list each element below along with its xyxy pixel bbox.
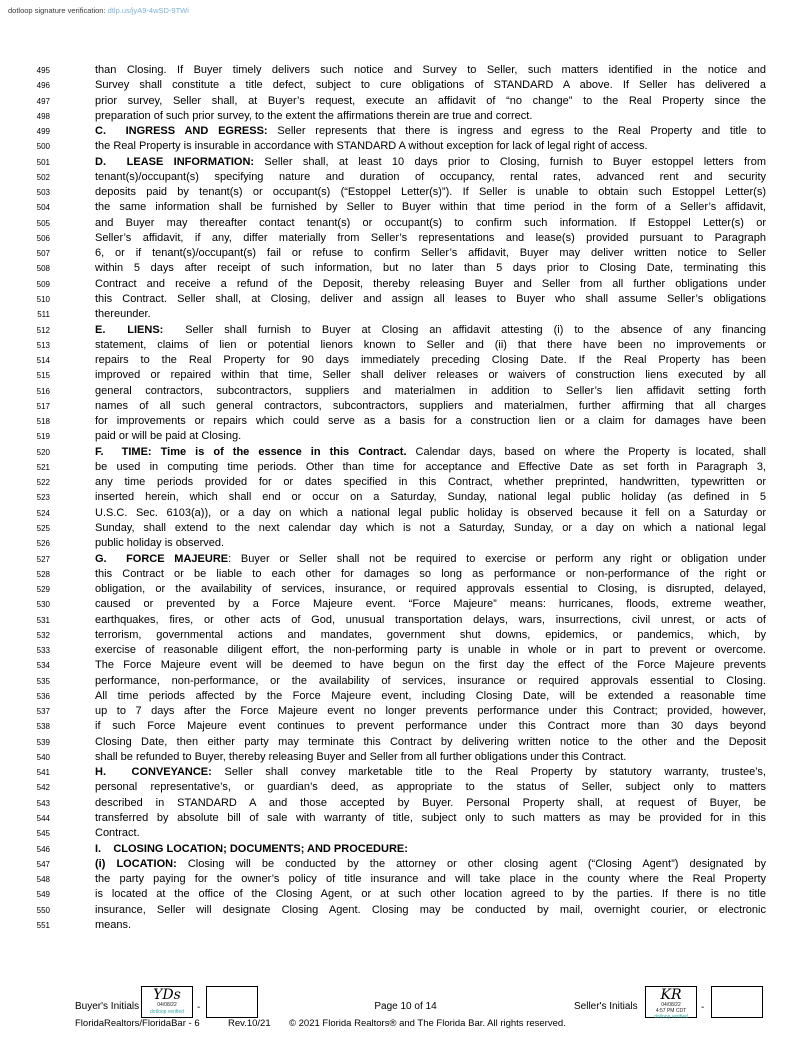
line-number: 502 [36,172,50,182]
document-line [0,216,811,231]
line-text: prior survey, Seller shall, at Buyer’s request, execute an affidavit of “no change” to the Real Property since the [95,94,766,107]
line-text: inserted herein, which shall end or occur on a Saturday, Sunday, national legal public holiday (as defined in 5 [95,491,766,504]
document-line [0,658,811,673]
line-number: 524 [36,508,50,518]
line-number: 540 [36,752,50,762]
line-number: 535 [36,676,50,686]
document-line [0,872,811,887]
document-line [0,368,811,383]
line-text: means. [95,918,132,931]
line-number: 525 [36,523,50,533]
line-number: 522 [36,478,50,488]
line-number: 530 [36,600,50,610]
line-number: 531 [36,615,50,625]
document-line [0,475,811,490]
line-number: 532 [36,630,50,640]
line-number: 546 [36,844,50,854]
line-text: is located at the office of the Closing Agent, or at such other location agreed to by the parties. If there is no title [95,888,766,901]
line-number: 509 [36,279,50,289]
line-number: 551 [36,920,50,930]
document-line [0,261,811,276]
line-text: this Contract or be liable to each other for damages so long as performance or non-performance of the right or [95,567,766,580]
line-number: 512 [36,325,50,335]
buyer-initials-date: 04/08/22 [157,1002,177,1008]
line-text: G. FORCE MAJEURE: Buyer or Seller shall not be required to exercise or perform any right or obligation under [95,552,766,565]
line-text: exercise of reasonable diligent effort, the non-performing party is unable in whole or in part to prevent or overcome. [95,644,766,657]
verification-label: dotloop signature verification: [8,6,106,15]
line-text: general contractors, subcontractors, suppliers and materialmen in addition to Seller’s lien affidavit setting forth [95,384,766,397]
document-line [0,323,811,338]
document-line [0,292,811,307]
line-number: 521 [36,462,50,472]
document-line [0,918,811,933]
line-text: Contract and receive a refund of the Deposit, thereby releasing Buyer and Seller from all further obligations under [95,277,766,290]
line-number: 510 [36,294,50,304]
line-number: 528 [36,569,50,579]
line-text: public holiday is observed. [95,537,225,550]
document-line [0,63,811,78]
document-line [0,94,811,109]
initials-separator: - [197,1002,201,1013]
document-line [0,185,811,200]
line-text: described in STANDARD A and those accepted by Buyer. Personal Property shall, at request of Buyer, be [95,796,766,809]
document-lines [0,63,811,933]
line-text: performance, non-performance, or the availability of services, insurance or required approvals essential to Closing. [95,674,766,687]
line-text: the same information shall be furnished by Seller to Buyer within that time period in the form of a Seller’s affidavit, [95,201,766,214]
document-line [0,139,811,154]
document-line [0,613,811,628]
line-text: up to 7 days after the Force Majeure event no longer prevents performance under this Contract; provided, however, [95,705,766,718]
document-line [0,842,811,857]
document-line [0,277,811,292]
copyright-notice: © 2021 Florida Realtors® and The Florida Bar. All rights reserved. [289,1018,566,1029]
line-number: 497 [36,96,50,106]
line-text: Closing Date, then either party may terminate this Contract by delivering written notice to the other and the Deposit [95,735,766,748]
verification-link[interactable]: dtlp.us/jyA9-4wSD-9TWi [107,6,189,15]
document-line [0,826,811,841]
buyers-initials-label: Buyer's Initials [75,1001,140,1012]
document-line [0,109,811,124]
line-number: 504 [36,203,50,213]
document-line [0,582,811,597]
line-number: 539 [36,737,50,747]
line-text: earthquakes, fires, or other acts of God, unusual transportation delays, wars, insurrections, civil unrest, or acts of [95,613,766,626]
line-text: All time periods affected by the Force Majeure event, including Closing Date, will be extended a reasonable time [95,689,766,702]
line-text: F. TIME: Time is of the essence in this Contract. Calendar days, based on where the Property is located, shall [95,445,766,458]
line-text: deposits paid by tenant(s) or occupant(s) (“Estoppel Letter(s)”). If Seller is unable to obtain such Estoppel Letter(s) [95,186,766,199]
form-revision: Rev.10/21 [228,1018,271,1029]
document-line [0,887,811,902]
seller-initials-date: 04/08/22 [661,1002,681,1008]
document-line [0,536,811,551]
line-text: thereunder. [95,308,151,321]
document-line [0,597,811,612]
document-line [0,567,811,582]
document-line [0,750,811,765]
line-text: The Force Majeure event will be deemed to have begun on the first day the effect of the Force Majeure prevents [95,659,766,672]
document-line [0,490,811,505]
document-line [0,307,811,322]
page-number: Page 10 of 14 [374,1001,437,1012]
dotloop-verification-header [8,6,189,15]
line-number: 533 [36,646,50,656]
seller-initials-value: KR [660,987,682,1003]
line-number: 507 [36,249,50,259]
line-text: Survey shall constitute a title defect, subject to cure obligations of STANDARD A above. If Seller has delivered a [95,79,766,92]
line-text: Sunday, shall extend to the next calendar day which is not a Saturday, Sunday, or a day on which a national legal [95,521,766,534]
line-number: 514 [36,356,50,366]
seller-initials-time: 4:57 PM CDT [655,1007,687,1014]
document-line [0,796,811,811]
line-number: 511 [37,310,50,320]
line-text: names of all such general contractors, subcontractors, suppliers and materialmen, further affirming that all charges [95,399,766,412]
line-text: transferred by absolute bill of sale with warranty of title, subject only to such matters as may be provided for in this [95,812,766,825]
document-line [0,155,811,170]
line-number: 508 [36,264,50,274]
line-text: for improvements or repairs which could serve as a basis for a construction lien or a claim for damages have been [95,415,766,428]
line-text: within 5 days after receipt of such information, but no later than 5 days prior to Closing Date, terminating this [95,262,766,275]
line-number: 550 [36,905,50,915]
line-number: 547 [36,859,50,869]
line-text: Contract. [95,827,140,840]
line-number: 537 [36,707,50,717]
line-text: E. LIENS: Seller shall furnish to Buyer at Closing an affidavit attesting (i) to the absence of any financing [95,323,766,336]
document-line [0,811,811,826]
line-number: 501 [36,157,50,167]
document-line [0,780,811,795]
line-text: C. INGRESS AND EGRESS: Seller represents that there is ingress and egress to the Real Property and title to [95,125,766,138]
line-number: 542 [36,783,50,793]
form-id: FloridaRealtors/FloridaBar - 6 [75,1018,200,1029]
line-number: 543 [36,798,50,808]
document-line [0,353,811,368]
line-number: 544 [36,814,50,824]
line-number: 520 [36,447,50,457]
line-number: 519 [36,432,50,442]
line-text: (i) LOCATION: Closing will be conducted by the attorney or other closing agent (“Closing Agent”) designated by [95,857,767,870]
line-text: shall be refunded to Buyer, thereby releasing Buyer and Seller from all further obligations under this Contract. [95,750,627,763]
document-line [0,200,811,215]
line-text: terrorism, governmental actions and mandates, government shut downs, epidemics, or pandemics, which, by [95,628,766,641]
document-line [0,689,811,704]
seller-initials-signature-field[interactable] [645,986,697,1018]
line-text: any time periods provided for or dates specified in this Contract, whether preprinted, handwritten, typewritten or [95,476,766,489]
document-line [0,521,811,536]
line-number: 516 [36,386,50,396]
line-number: 500 [36,142,50,152]
document-line [0,231,811,246]
line-number: 549 [36,890,50,900]
line-text: paid or will be paid at Closing. [95,430,242,443]
line-number: 499 [36,127,50,137]
document-line [0,857,811,872]
line-number: 541 [36,768,50,778]
sellers-initials-label: Seller's Initials [574,1001,638,1012]
line-number: 517 [36,401,50,411]
line-text: and Buyer may thereafter contact tenant(s) or occupant(s) to confirm such information. If Estoppel Letter(s) or [95,216,766,229]
line-text: I. CLOSING LOCATION; DOCUMENTS; AND PROCEDURE: [95,842,408,855]
line-text: preparation of such prior survey, to the extent the affirmations therein are true and correct. [95,109,533,122]
document-line [0,674,811,689]
line-number: 506 [36,233,50,243]
document-line [0,903,811,918]
line-text: if such Force Majeure event continues to prevent performance under this Contract more than 30 days beyond [95,720,766,733]
document-line [0,735,811,750]
document-line [0,765,811,780]
line-text: tenant(s)/occupant(s) specifying nature and duration of occupancy, rental rates, advanced rent and security [95,170,766,183]
line-number: 513 [36,340,50,350]
line-text: 6, or if tenant(s)/occupant(s) fail or refuse to confirm Seller’s affidavit, Buyer may deliver written notice to Seller [95,247,766,260]
line-text: than Closing. If Buyer timely delivers such notice and Survey to Seller, such matters identified in the notice and [95,64,766,76]
line-number: 495 [36,66,50,75]
document-line [0,429,811,444]
buyer-initials-value: YDs [153,987,181,1003]
line-text: D. LEASE INFORMATION: Seller shall, at least 10 days prior to Closing, furnish to Buyer estoppel letters from [95,155,766,168]
line-text: improved or repaired within that time, Seller shall deliver releases or waivers of construction liens executed by all [95,369,766,382]
line-text: Seller’s affidavit, if any, differ materially from Seller’s representations and lease(s) provided pursuant to Paragraph [95,231,766,244]
document-line [0,506,811,521]
seller-initials-empty-field[interactable] [711,986,763,1018]
line-number: 496 [36,81,50,91]
line-text: H. CONVEYANCE: Seller shall convey marketable title to the Real Property by statutory warranty, trustee’s, [95,766,766,779]
line-text: the Real Property is insurable in accordance with STANDARD A without exception for lack of legal right of access. [95,140,648,153]
line-number: 536 [36,691,50,701]
dotloop-verified-badge: dotloop verified [654,1014,688,1020]
line-number: 498 [36,111,50,121]
document-line [0,78,811,93]
document-line [0,414,811,429]
document-line [0,170,811,185]
document-line [0,338,811,353]
line-text: personal representative’s, or guardian’s deed, as appropriate to the status of Seller, subject only to matters [95,781,766,794]
line-text: obligation, or the availability of services, insurance, or required approvals essential to Closing, is disrupted, delayed, [95,583,766,596]
document-line [0,246,811,261]
line-text: repairs to the Real Property for 90 days immediately preceding Closing Date. If the Real Property has been [95,354,766,367]
line-text: the party paying for the owner’s policy of title insurance and will take place in the county where the Real Property [95,873,766,886]
document-line [0,643,811,658]
document-line [0,719,811,734]
line-number: 518 [36,417,50,427]
line-number: 505 [36,218,50,228]
line-number: 515 [36,371,50,381]
document-line [0,552,811,567]
document-line [0,124,811,139]
line-number: 526 [36,539,50,549]
line-text: caused or prevented by a Force Majeure event. “Force Majeure” means: hurricanes, floods, extreme weather, [95,598,766,611]
line-number: 527 [36,554,50,564]
initials-separator: - [701,1002,705,1013]
line-number: 545 [36,829,50,839]
document-line [0,399,811,414]
line-text: this Contract. Seller shall, at Closing, deliver and assign all leases to Buyer who shall assume Seller’s obligations [95,292,766,305]
dotloop-verified-badge: dotloop verified [150,1008,184,1015]
document-line [0,445,811,460]
line-text: be used in computing time periods. Other than time for acceptance and Effective Date as set forth in Paragraph 3, [95,460,766,473]
line-number: 529 [36,585,50,595]
document-line [0,460,811,475]
line-number: 503 [36,188,50,198]
line-number: 534 [36,661,50,671]
document-line [0,384,811,399]
line-number: 523 [36,493,50,503]
line-text: U.S.C. Sec. 6103(a)), or a day on which a national legal public holiday is observed because it fell on a Saturday or [95,506,766,519]
document-line [0,704,811,719]
document-line [0,628,811,643]
line-number: 538 [36,722,50,732]
line-text: insurance, Seller will designate Closing Agent. Closing may be conducted by mail, overnight courier, or electronic [95,903,766,916]
line-number: 548 [36,875,50,885]
line-text: statement, claims of lien or potential lienors known to Seller and (ii) that there have been no improvements or [95,338,766,351]
